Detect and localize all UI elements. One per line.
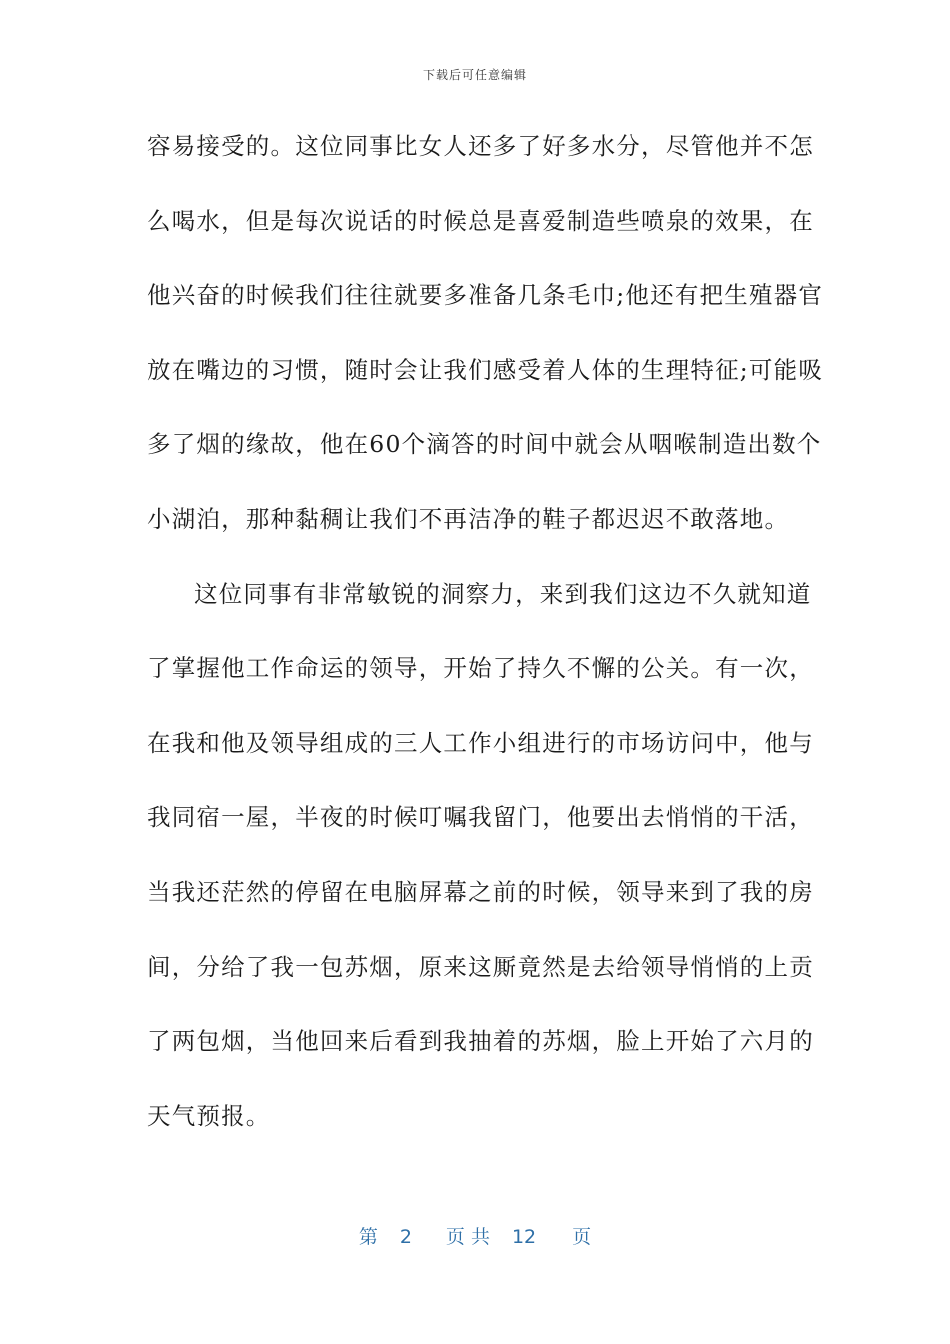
text-line: 么喝水，但是每次说话的时候总是喜爱制造些喷泉的效果，在: [147, 206, 814, 235]
text-line: 他兴奋的时候我们往往就要多准备几条毛巾;他还有把生殖器官: [147, 281, 824, 310]
text-line: 容易接受的。这位同事比女人还多了好多水分，尽管他并不怎: [147, 132, 814, 160]
text-line: 当我还茫然的停留在电脑屏幕之前的时候，领导来到了我的房: [147, 877, 814, 906]
current-page-number: 2: [399, 1226, 412, 1248]
text-line: 放在嘴边的习惯，随时会让我们感受着人体的生理特征;可能吸: [147, 355, 824, 384]
text-line: 了掌握他工作命运的领导，开始了持久不懈的公关。有一次，: [147, 654, 814, 683]
text-line: 了两包烟，当他回来后看到我抽着的苏烟，脸上开始了六月的: [147, 1027, 814, 1056]
text-line: 多了烟的缘故，他在60个滴答的时间中就会从咽喉制造出数个: [147, 430, 822, 459]
text-line: 在我和他及领导组成的三人工作小组进行的市场访问中，他与: [147, 728, 814, 757]
text-line: 小湖泊，那种黏稠让我们不再洁净的鞋子都迟迟不敢落地。: [147, 504, 790, 533]
footer-suffix: 页: [572, 1226, 592, 1248]
paragraph-start-line: 这位同事有非常敏锐的洞察力，来到我们这边不久就知道: [194, 579, 812, 608]
text-line: 我同宿一屋，半夜的时候叮嘱我留门，他要出去悄悄的干活，: [147, 803, 814, 832]
page-footer: [0, 1222, 950, 1249]
body-text: [147, 123, 824, 1167]
footer-middle: 页 共: [445, 1226, 490, 1248]
footer-prefix: 第: [358, 1226, 378, 1248]
header-note: 下载后可任意编辑: [422, 68, 527, 82]
total-pages-number: 12: [511, 1226, 537, 1248]
text-line: 间，分给了我一包苏烟，原来这厮竟然是去给领导悄悄的上贡: [147, 952, 814, 981]
text-line: 天气预报。: [147, 1101, 271, 1130]
